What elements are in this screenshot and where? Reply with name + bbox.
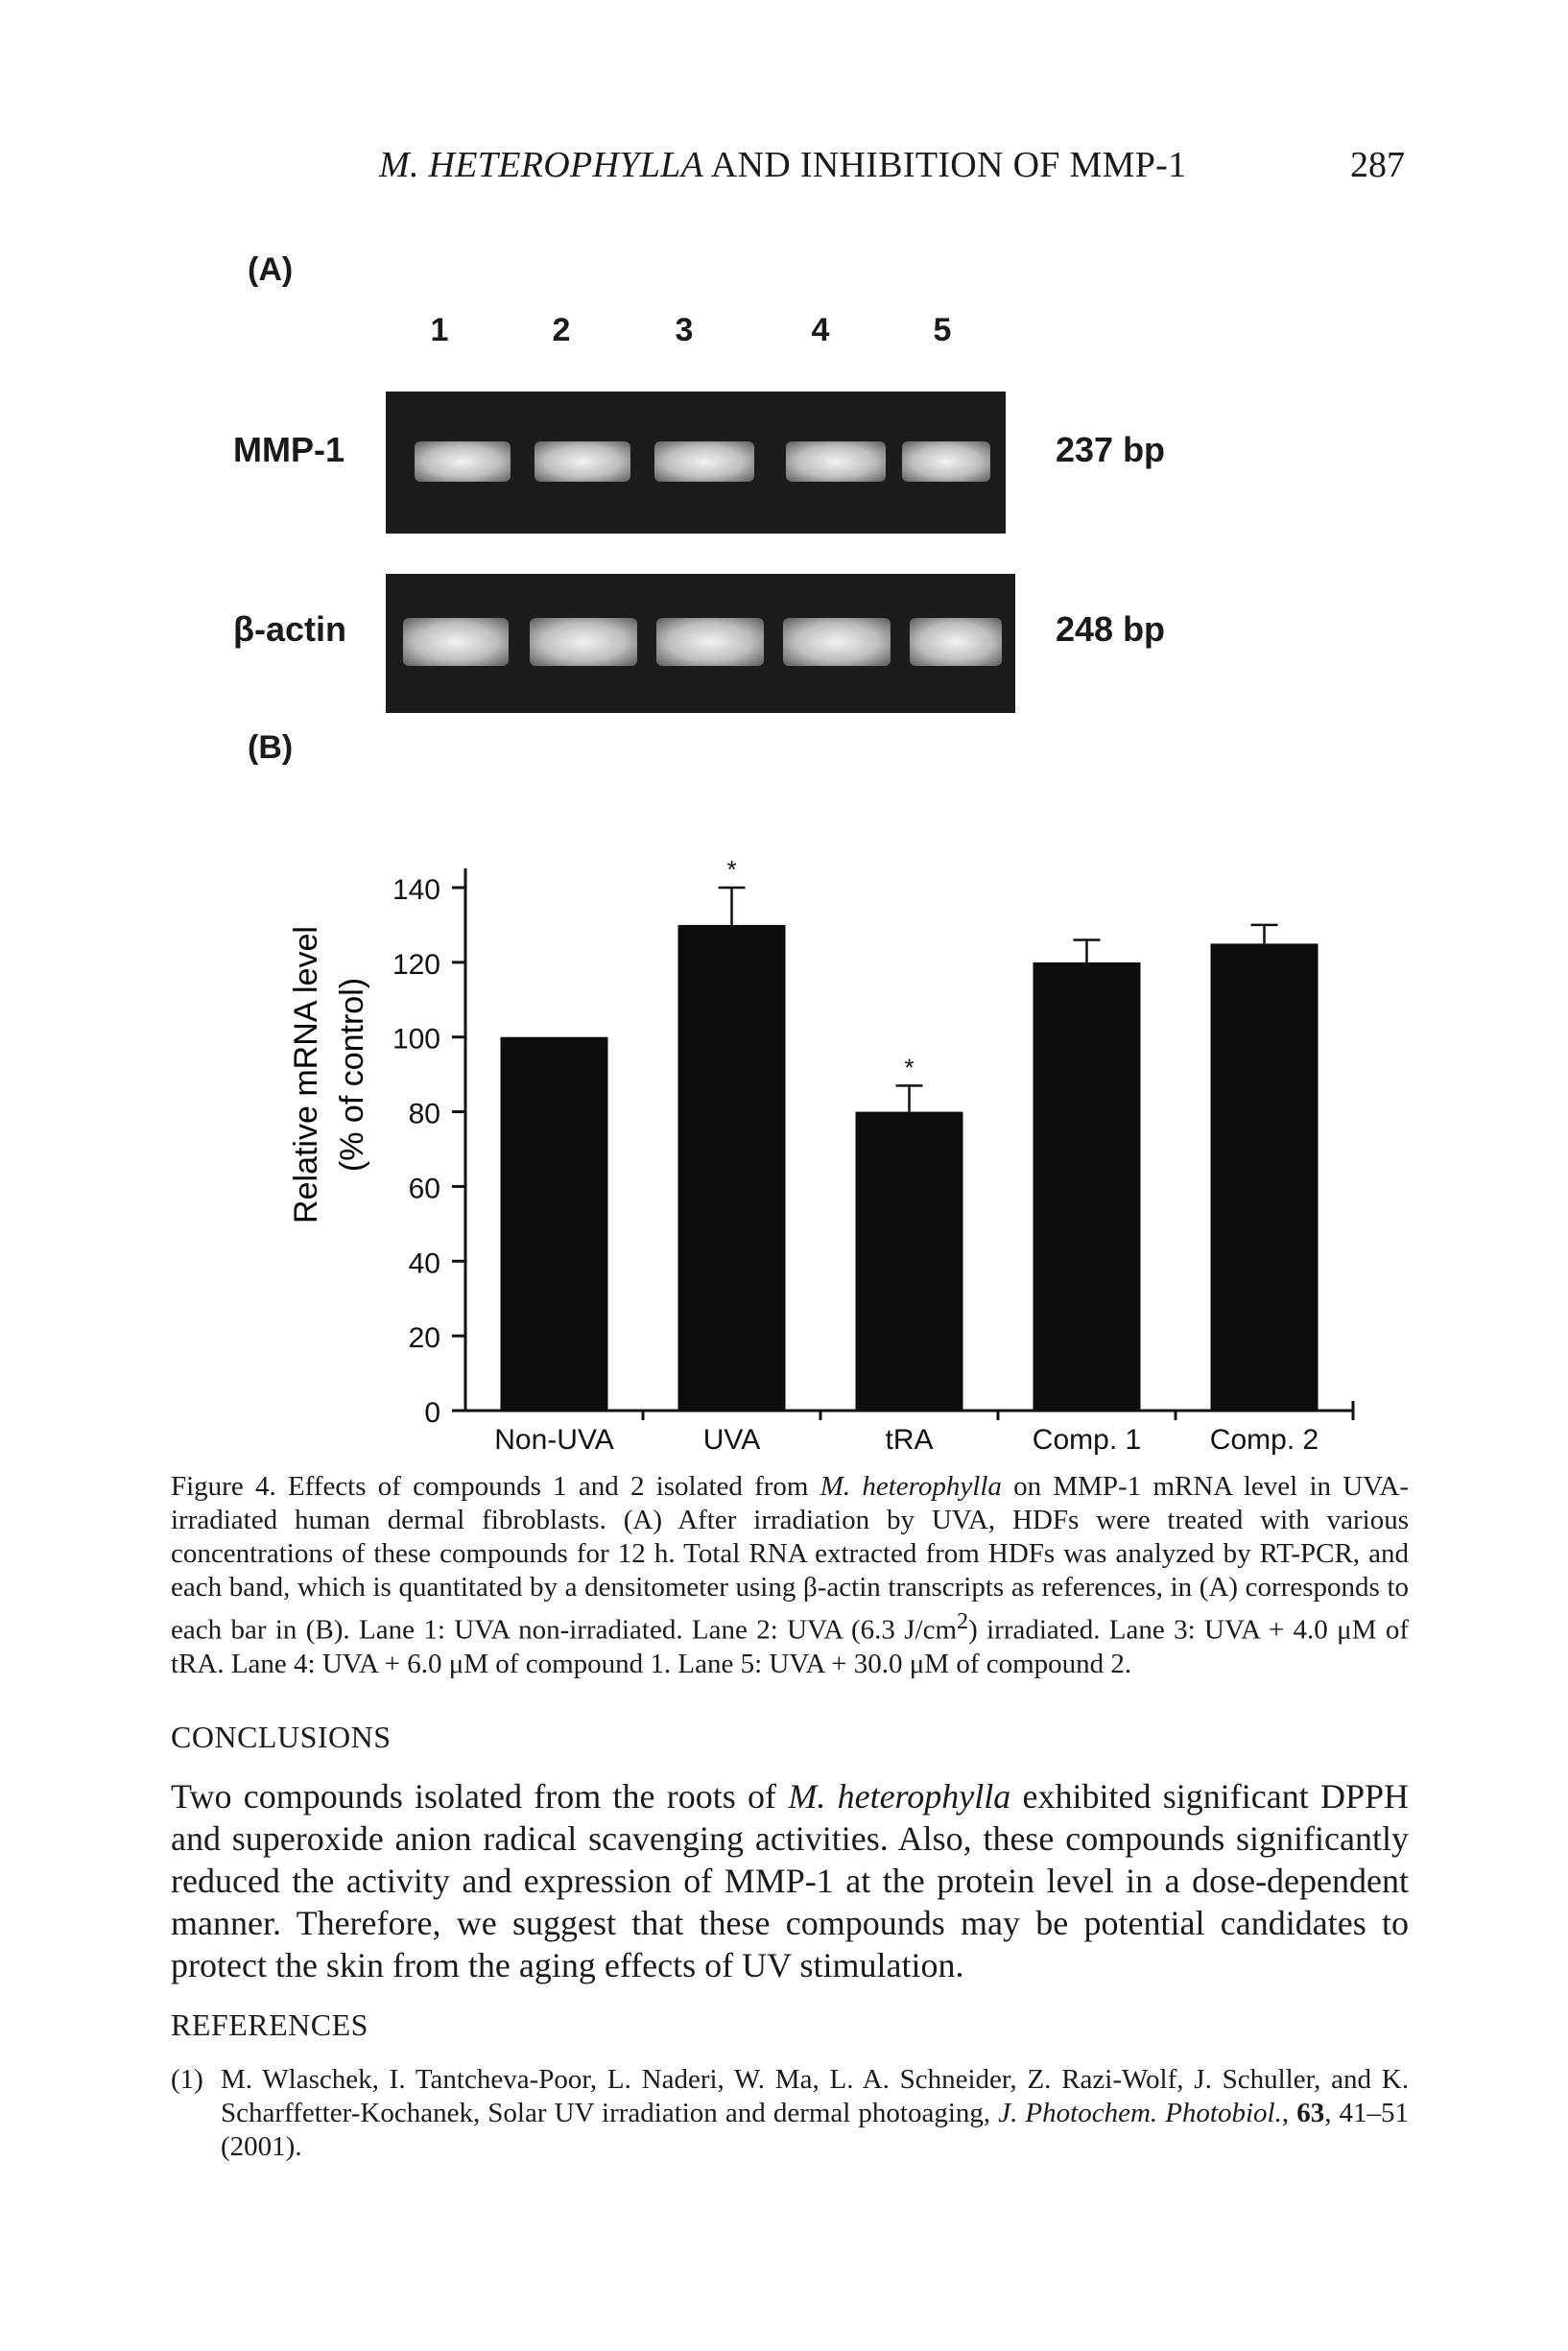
conclusions-heading: CONCLUSIONS <box>171 1720 392 1754</box>
y-tick-label: 60 <box>408 1173 440 1205</box>
caption-text: Effects of compounds 1 and 2 isolated from <box>275 1471 820 1502</box>
gel-gene-label: MMP-1 <box>233 430 344 469</box>
y-tick-label: 40 <box>408 1247 440 1280</box>
bar <box>1211 943 1319 1411</box>
y-tick-label: 120 <box>392 948 440 981</box>
y-tick-label: 140 <box>392 874 440 906</box>
caption-text: ) irradiated. Lane 3: UVA + 4.0 μM of tRA. Lane 4: UVA + 6.0 μM of compound 1. Lane 5: UVA + 30.0 μM of compound 2. <box>171 1614 1410 1679</box>
reference-number: (1) <box>171 2064 203 2095</box>
caption-label: Figure 4. <box>171 1471 276 1502</box>
caption-text: on MMP-1 mRNA level in UVA-irradiated human dermal fibroblasts. (A) After irradiation by UVA, HDFs were treated with various concentrations of these compounds for 12 h. Total RNA extracted from HDFs was analyzed by RT-PCR, and each band, which is quantitated by a densitometer using β-actin transcripts as references, in (A) corresponds to each bar in (B). Lane 1: UVA non-irradiated. Lane 2: UVA (6.3 J/cm <box>171 1471 1409 1646</box>
running-title-rest: AND INHIBITION OF MMP-1 <box>710 145 1187 185</box>
reference-text: M. Wlaschek, I. Tantcheva-Poor, L. Naderi, W. Ma, L. A. Schneider, Z. Razi-Wolf, J. Schuller, and K. Scharffetter-Kochanek, Solar UV irradiation and dermal photoaging, <box>221 2064 1409 2128</box>
y-tick-label: 20 <box>408 1322 440 1355</box>
lane-number: 2 <box>552 312 571 348</box>
x-tick-label: tRA <box>885 1424 934 1456</box>
lane-number: 4 <box>811 312 830 348</box>
gel-size-label: 237 bp <box>1056 430 1166 469</box>
y-axis-label-2: (% of control) <box>334 977 370 1173</box>
y-axis-label: Relative mRNA level <box>288 926 324 1223</box>
y-tick-label: 0 <box>424 1397 440 1429</box>
reference-volume: 63 <box>1296 2098 1325 2128</box>
reference-journal: J. Photochem. Photobiol. <box>998 2098 1282 2128</box>
x-tick-label: Comp. 1 <box>1032 1424 1142 1456</box>
page-number: 287 <box>1350 145 1405 185</box>
caption-species: M. heterophylla <box>820 1471 1002 1502</box>
significance-star: * <box>726 855 737 884</box>
lane-number: 3 <box>675 312 694 348</box>
panel-a-label: (A) <box>248 251 294 288</box>
body-text: Two compounds isolated from the roots of <box>171 1777 789 1816</box>
bar <box>1033 962 1141 1411</box>
body-text: exhibited significant DPPH and superoxide anion radical scavenging activities. Also, these compounds significantly reduced the activity and expression of MMP-1 at the protein level in a dose-dependent manner. Therefore, we suggest that these compounds may be potential candidates to protect the skin from the aging effects of UV stimulation. <box>171 1777 1410 1984</box>
x-tick-label: UVA <box>702 1424 761 1456</box>
panel-b-label: (B) <box>248 729 294 766</box>
reference-text: , 41–51 (2001). <box>221 2098 1410 2162</box>
significance-star: * <box>904 1053 915 1082</box>
x-tick-label: Comp. 2 <box>1209 1424 1319 1456</box>
figure-caption <box>171 1470 1409 1681</box>
x-tick-label: Non-UVA <box>494 1424 614 1456</box>
reference-item <box>171 2063 1409 2164</box>
bar <box>678 925 786 1411</box>
lane-number: 5 <box>933 312 952 348</box>
running-title-italic: M. HETEROPHYLLA <box>379 145 704 185</box>
conclusions-body <box>171 1775 1409 1986</box>
gel-gene-label: β-actin <box>233 609 346 649</box>
bar <box>856 1112 963 1411</box>
references-heading: REFERENCES <box>171 2007 368 2042</box>
reference-text: , <box>1281 2098 1297 2128</box>
body-species: M. heterophylla <box>788 1777 1011 1816</box>
y-tick-label: 100 <box>392 1023 440 1056</box>
caption-sup: 2 <box>957 1608 969 1634</box>
gel-size-label: 248 bp <box>1056 609 1166 649</box>
bar <box>501 1037 608 1411</box>
lane-number: 1 <box>430 312 449 348</box>
y-tick-label: 80 <box>408 1098 440 1130</box>
